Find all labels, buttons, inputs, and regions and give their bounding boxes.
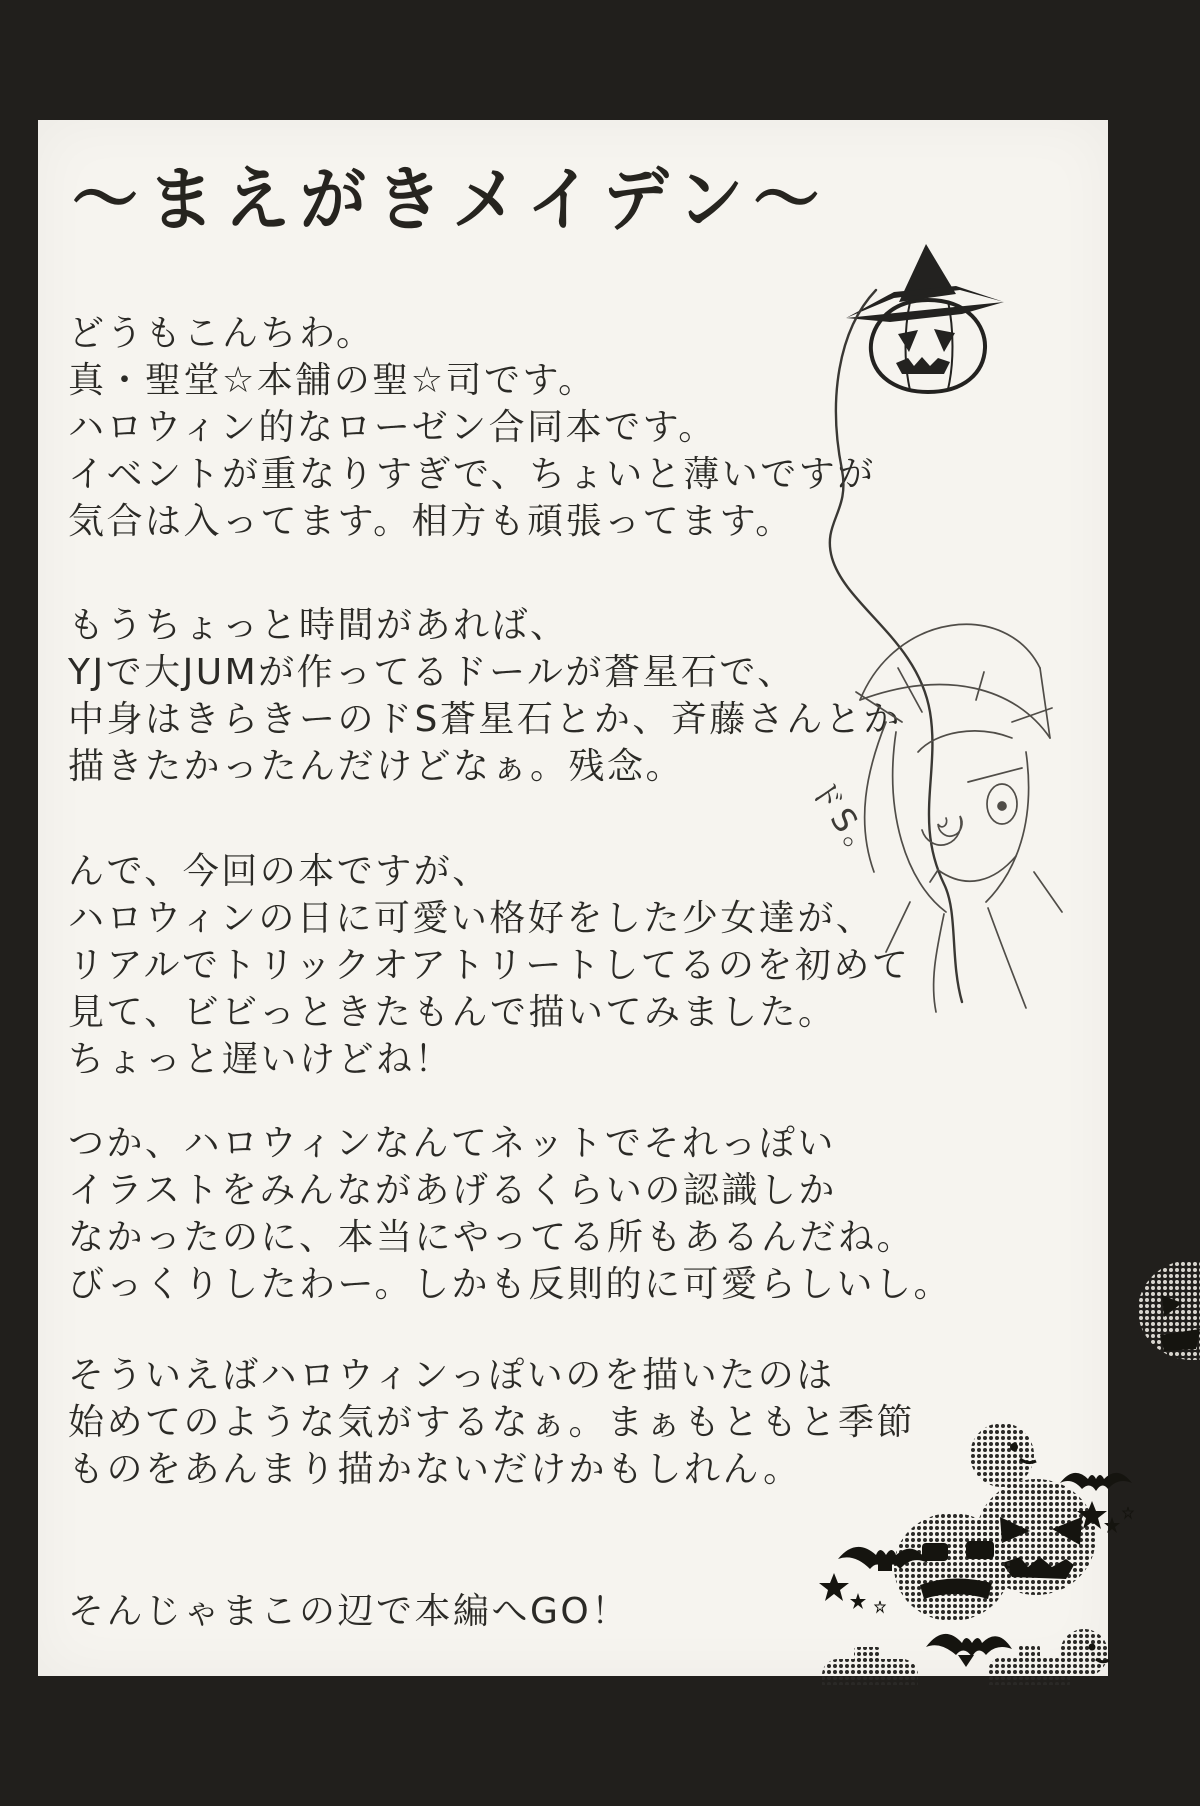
- closing-line: そんじゃまこの辺で本編へGO！: [68, 1591, 630, 1632]
- pumpkin-top-icon: [822, 1645, 1070, 1685]
- bat-icon: [1060, 1473, 1132, 1491]
- text-line: 描きたかったんだけどなぁ。残念。: [68, 746, 685, 787]
- star-icon: [819, 1573, 885, 1612]
- paragraph-greeting: [68, 310, 876, 545]
- text-line: 気合は入ってます。相方も頑張ってます。: [68, 501, 794, 542]
- text-line: 真・聖堂☆本舗の聖☆司です。: [68, 360, 597, 401]
- text-line: もうちょっと時間があれば、: [68, 605, 569, 646]
- doll-character-sketch: [826, 572, 1086, 1022]
- text-line: どうもこんちわ。: [68, 313, 375, 354]
- ghost-icon: [1060, 1629, 1109, 1677]
- text-line: つか、ハロウィンなんてネットでそれっぽい: [68, 1123, 836, 1164]
- text-line: ハロウィンの日に可愛い格好をした少女達が、: [68, 898, 875, 939]
- text-line: ものをあんまり描かないだけかもしれん。: [68, 1449, 802, 1490]
- pumpkin-icon: [894, 1513, 1010, 1621]
- text-line: そういえばハロウィンっぽいのを描いたのは: [68, 1355, 835, 1396]
- text-line: 始めてのような気がするなぁ。まぁもともと季節: [68, 1402, 916, 1443]
- text-line: ハロウィン的なローゼン合同本です。: [68, 407, 717, 448]
- pumpkin-icon: [1138, 1260, 1200, 1360]
- text-line: ちょっと遅いけどね！: [68, 1039, 454, 1080]
- ghost-icon: [970, 1423, 1036, 1487]
- text-line: リアルでトリックオアトリートしてるのを初めて: [68, 945, 911, 986]
- text-line: イラストをみんながあげるくらいの認識しか: [68, 1170, 837, 1211]
- text-line: 見て、ビビっときたもんで描いてみました。: [68, 992, 837, 1033]
- text-line: びっくりしたわー。しかも反則的に可愛らしいし。: [68, 1264, 953, 1305]
- halloween-cluster: [730, 1255, 1200, 1685]
- text-line: んで、今回の本ですが、: [68, 851, 491, 892]
- text-line: YJで大JUMが作ってるドールが蒼星石で、: [68, 652, 796, 693]
- text-line: 中身はきらきーのドS蒼星石とか、斉藤さんとか: [68, 699, 902, 740]
- text-line: イベントが重なりすぎで、ちょいと薄いですが: [68, 454, 876, 495]
- page-title: ～まえがきメイデン～: [72, 157, 830, 241]
- text-line: なかったのに、本当にやってる所もあるんだね。: [68, 1217, 916, 1258]
- sketch-caption: ドS。: [801, 771, 889, 873]
